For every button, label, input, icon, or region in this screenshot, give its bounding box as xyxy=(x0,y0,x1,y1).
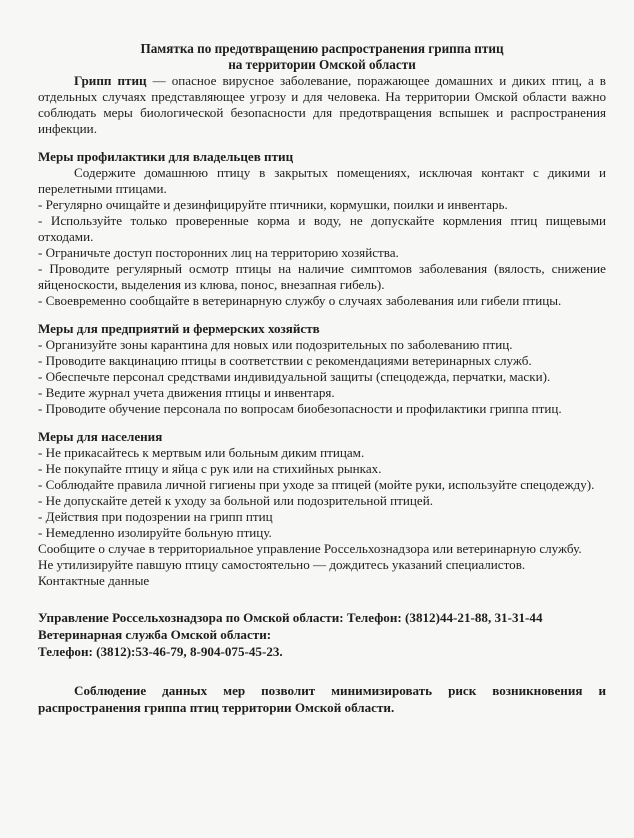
farms-item: - Обеспечьте персонал средствами индивидуальной защиты (спецодежда, перчатки, маски). xyxy=(38,369,551,384)
farms-heading: Меры для предприятий и фермерских хозяйств xyxy=(38,321,320,336)
farms-item: - Проводите вакцинацию птицы в соответствии с рекомендациями ветеринарных служб. xyxy=(38,353,532,368)
farms-item: - Организуйте зоны карантина для новых или подозрительных по заболеванию птиц. xyxy=(38,337,513,352)
spacer xyxy=(38,137,606,149)
owners-item: - Ограничьте доступ посторонних лиц на территорию хозяйства. xyxy=(38,245,399,260)
document-title xyxy=(38,41,606,72)
farms-section xyxy=(38,321,606,417)
intro-lead: Грипп птиц xyxy=(74,73,147,88)
farms-item: - Ведите журнал учета движения птицы и инвентаря. xyxy=(38,385,335,400)
title-line-2: на территории Омской области xyxy=(228,56,416,72)
owners-heading: Меры профилактики для владельцев птиц xyxy=(38,149,294,164)
population-item: - Действия при подозрении на грипп птиц xyxy=(38,509,273,524)
population-item: - Немедленно изолируйте больную птицу. xyxy=(38,525,272,540)
closing-paragraph: Соблюдение данных мер позволит минимизировать риск возникновения и распространения гриппа птиц территории Омской области. xyxy=(38,683,606,715)
owners-item: - Своевременно сообщайте в ветеринарную службу о случаях заболевания или гибели птицы. xyxy=(38,293,562,308)
contacts-block xyxy=(38,609,606,660)
population-item: - Соблюдайте правила личной гигиены при уходе за птицей (мойте руки, используйте спецодежду). xyxy=(38,477,595,492)
contacts-line-2: Ветеринарная служба Омской области: xyxy=(38,627,272,642)
population-heading: Меры для населения xyxy=(38,429,163,444)
owners-section xyxy=(38,149,606,309)
farms-item: - Проводите обучение персонала по вопросам биобезопасности и профилактики гриппа птиц. xyxy=(38,401,562,416)
spacer xyxy=(38,309,606,321)
contacts-line-1: Управление Россельхознадзора по Омской области: Телефон: (3812)44-21-88, 31-31-44 xyxy=(38,610,543,625)
population-item: Сообщите о случае в территориальное управление Россельхознадзора или ветеринарную службу. xyxy=(38,541,582,556)
contacts-line-3: Телефон: (3812):53-46-79, 8-904-075-45-23. xyxy=(38,644,283,659)
population-section xyxy=(38,429,606,589)
owners-item: - Используйте только проверенные корма и воду, не допускайте кормления птиц пищевыми отходами. xyxy=(38,213,606,244)
population-item: - Не покупайте птицу и яйца с рук или на стихийных рынках. xyxy=(38,461,382,476)
population-item: Не утилизируйте павшую птицу самостоятельно — дождитесь указаний специалистов. xyxy=(38,557,526,572)
spacer xyxy=(38,417,606,429)
owners-item: - Проводите регулярный осмотр птицы на наличие симптомов заболевания (вялость, снижение яйценоскости, выделения из клюва, понос, внезапная гибель). xyxy=(38,261,606,292)
population-item: - Не допускайте детей к уходу за больной или подозрительной птицей. xyxy=(38,493,433,508)
title-line-1: Памятка по предотвращению распространения гриппа птиц xyxy=(140,41,504,56)
owners-lead: Содержите домашнюю птицу в закрытых помещениях, исключая контакт с дикими и перелетными птицами. xyxy=(38,165,606,196)
owners-item: - Регулярно очищайте и дезинфицируйте птичники, кормушки, поилки и инвентарь. xyxy=(38,197,508,212)
intro-paragraph xyxy=(38,73,606,137)
population-item: Контактные данные xyxy=(38,573,150,588)
intro-text: — опасное вирусное заболевание, поражающее домашних и диких птиц, а в отдельных случаях представляющее угрозу и для человека. На территории Омской области важно соблюдать меры биологической безопасности для предотвращения вспышек и распространения инфекции. xyxy=(38,73,606,136)
population-item: - Не прикасайтесь к мертвым или больным диким птицам. xyxy=(38,445,365,460)
